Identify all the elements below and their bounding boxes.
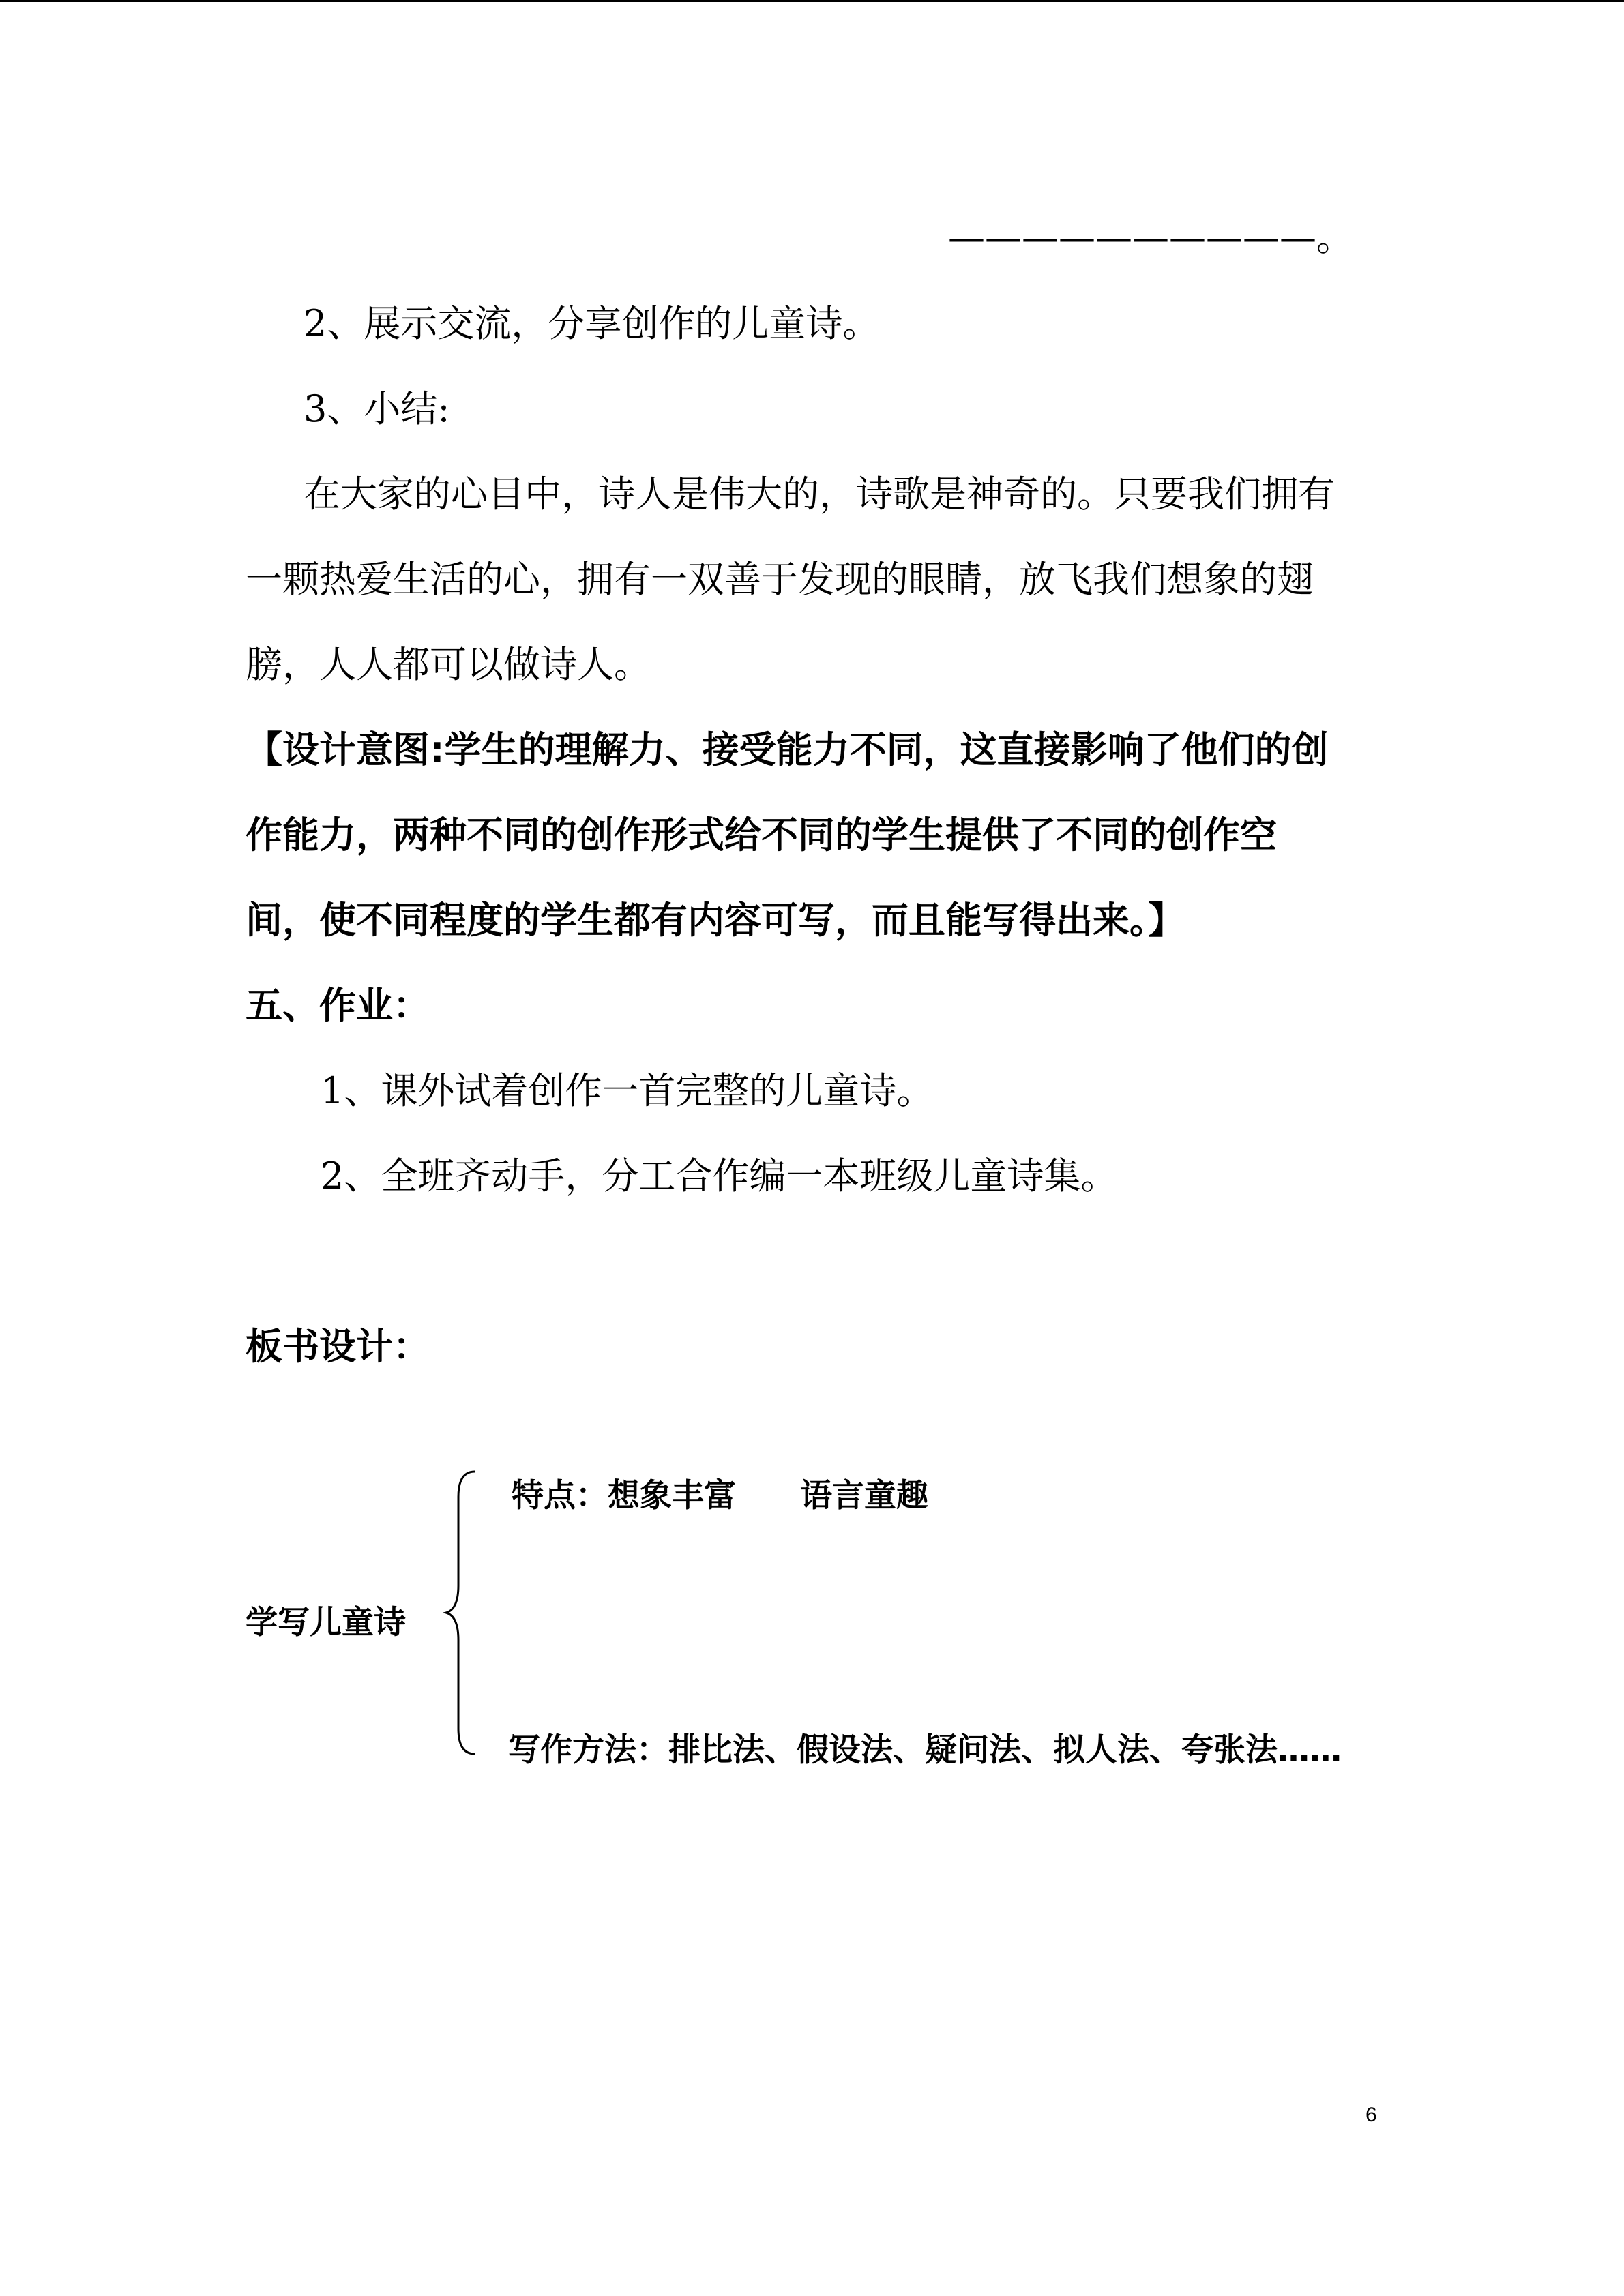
page-top-border [0,0,1624,2]
blank-answer-line: ——————————。 [948,216,1353,259]
item-summary-heading: 3、小结: [304,387,450,430]
summary-line-1: 在大家的心目中，诗人是伟大的，诗歌是神奇的。只要我们拥有 [304,473,1335,516]
item-share-poems: 2、展示交流，分享创作的儿童诗。 [304,302,880,345]
homework-item-1: 1、课外试着创作一首完整的儿童诗。 [321,1069,934,1112]
design-intent-line-2: 作能力，两种不同的创作形式给不同的学生提供了不同的创作空 [246,814,1277,856]
board-topic: 学写儿童诗 [246,1604,406,1641]
board-features: 特点：想象丰富 语言童趣 [512,1477,928,1515]
board-writing-methods: 写作方法：排比法、假设法、疑问法、拟人法、夸张法…… [508,1731,1342,1769]
homework-heading: 五、作业： [246,984,430,1027]
summary-line-3: 膀，人人都可以做诗人。 [246,643,651,686]
homework-item-2: 2、全班齐动手，分工合作编一本班级儿童诗集。 [321,1154,1118,1197]
page-number: 6 [1365,2104,1377,2126]
board-design-heading: 板书设计： [246,1325,430,1368]
summary-line-2: 一颗热爱生活的心，拥有一双善于发现的眼睛，放飞我们想象的翅 [246,558,1314,601]
curly-brace-icon [443,1470,477,1756]
design-intent-line-1: 【设计意图:学生的理解力、接受能力不同，这直接影响了他们的创 [246,728,1329,771]
design-intent-line-3: 间，使不同程度的学生都有内容可写，而且能写得出来。】 [246,899,1185,942]
